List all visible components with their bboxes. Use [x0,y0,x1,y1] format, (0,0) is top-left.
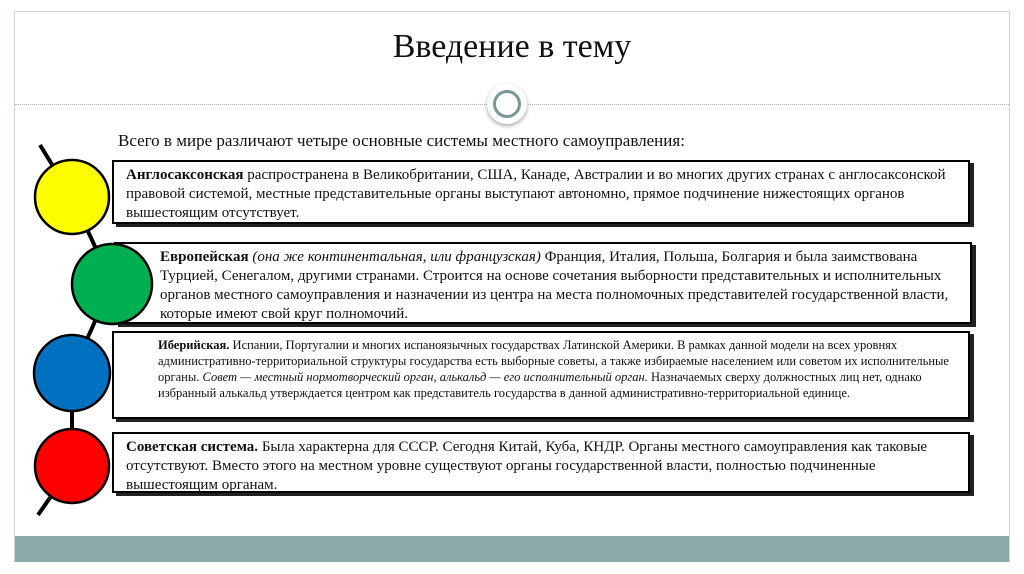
circle-green [72,244,152,324]
system-text: Франция, Италия, Польша, Болгария и была заимствована Турцией, Сенегалом, другими странами. Строится на основе сочетания выборности представительных и исполнительных органов местного самоуправления и назначении из центра на места полномочных представителей государственной власти, которые имеют свой круг полномочий. [160,249,949,322]
system-name: Европейская [160,249,249,265]
system-note: (она же континентальная, или французская) [248,249,541,265]
circle-yellow [35,160,109,234]
system-name: Иберийская. [158,338,230,352]
circle-blue [34,335,110,411]
system-text: Была характерна для СССР. Сегодня Китай, Куба, КНДР. Органы местного самоуправления как таковые отсутствуют. Вместо этого на местном уровне существуют органы государственной власти, полностью подчиненные вышестоящим органам. [126,439,928,493]
circle-red [35,429,109,503]
system-text: Испании, Португалии и многих испаноязычных государствах Латинской Америки. В рамках данной модели на всех уровнях административно-территориальной структуры государства есть выборные советы, а также избираемые населением или советом их исполнительные органы. [158,338,949,384]
system-name: Советская система. [126,439,259,455]
intro-text: Всего в мире различают четыре основные системы местного самоуправления: [118,131,685,150]
slide-title: Введение в тему [392,28,632,65]
system-text: распространена в Великобритании, США, Канаде, Австралии и во многих других странах с англосаксонской правовой системой, местные представительные органы выступают автономно, прямое подчинение нижестоящих органов вышестоящим отсутствует. [126,167,946,221]
system-text-2: Назначаемых сверху должностных лиц нет, однако избранный алькальд утверждается центром как представитель государства в данной административно-территориальной единице. [158,370,922,400]
system-name: Англосаксонская [126,167,244,183]
system-note: Совет — местный нормотворческий орган, алькальд — его исполнительный орган. [202,370,648,384]
